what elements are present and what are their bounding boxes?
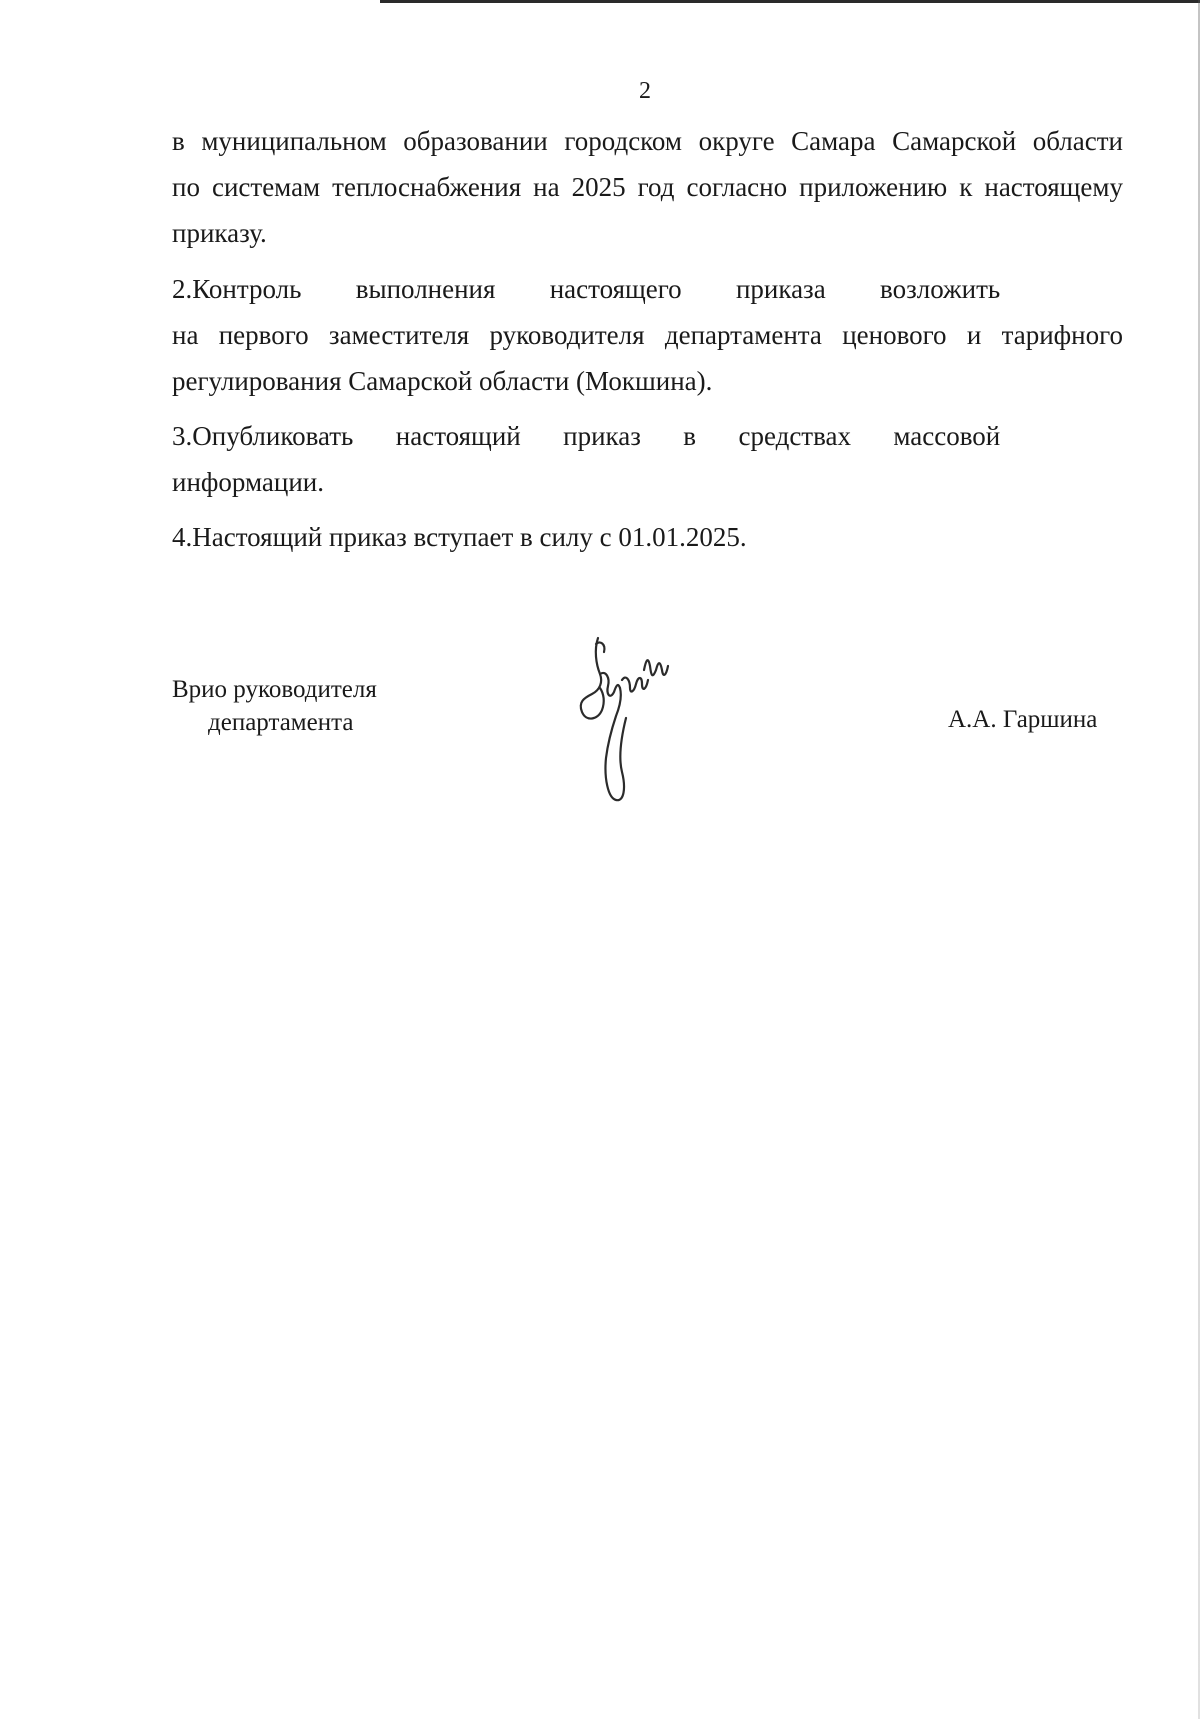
item-3-first-line [172,413,1123,459]
signatory-position [172,673,377,739]
position-line-2: департамента [208,709,354,736]
item-4-paragraph [172,514,1123,560]
item-2-line-2: на первого заместителя руководителя департамента ценового и тарифного [172,320,1123,350]
item-2-paragraph [172,266,1123,404]
item-4-first-line [172,514,1123,560]
page-number: 2 [639,78,651,104]
item-3-line-1: Опубликовать настоящий приказ в средствах массовой [192,421,1001,451]
continuation-line-2: по системам теплоснабжения на 2025 год согласно приложению к настоящему [172,172,1123,202]
handwritten-signature [570,630,680,815]
item-2-line-1: Контроль выполнения настоящего приказа возложить [192,274,1001,304]
continuation-paragraph [172,118,1123,256]
item-4-line-1: Настоящий приказ вступает в силу с 01.01.2025. [192,522,747,552]
scan-top-edge [380,0,1200,3]
item-3-paragraph [172,413,1123,505]
signatory-name: А.А. Гаршина [948,706,1098,733]
item-2-first-line [172,266,1123,312]
item-3-line-2: информации. [172,467,324,497]
item-4-number: 4. [172,522,193,552]
item-3-number: 3. [172,421,193,451]
continuation-line-1: в муниципальном образовании городском округе Самара Самарской области [172,126,1123,156]
item-2-line-3: регулирования Самарской области (Мокшина). [172,366,713,396]
continuation-line-3: приказу. [172,218,267,248]
item-2-number: 2. [172,274,193,304]
position-line-1: Врио руководителя [172,676,377,703]
